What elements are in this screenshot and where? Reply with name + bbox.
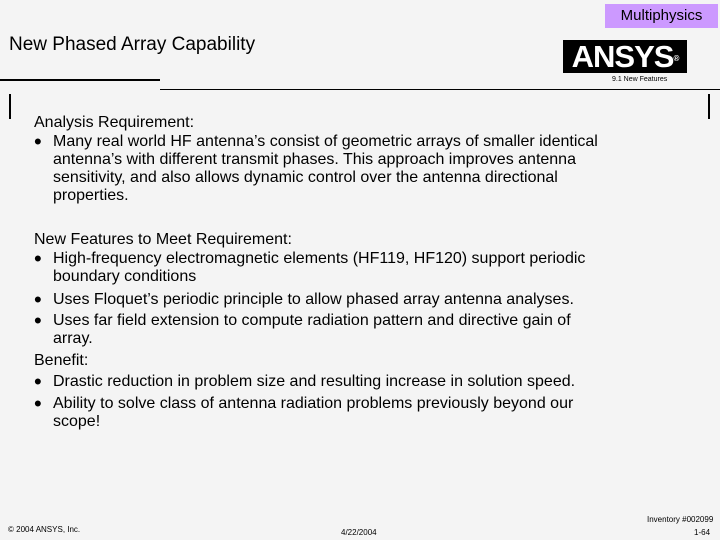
bullet-line: array. bbox=[53, 330, 93, 347]
bullet-line: scope! bbox=[53, 413, 101, 430]
bullet-line: High-frequency electromagnetic elements (HF119, HF120) support periodic bbox=[53, 250, 586, 267]
bullet-icon: • bbox=[34, 287, 42, 312]
inventory-number: Inventory #002099 bbox=[647, 515, 714, 524]
new-features-heading: New Features to Meet Requirement: bbox=[34, 231, 292, 248]
bullet-line: properties. bbox=[53, 187, 129, 204]
benefit-heading: Benefit: bbox=[34, 352, 89, 369]
bullet-line: sensitivity, and also allows dynamic control over the antenna directional bbox=[53, 169, 558, 186]
bullet-icon: • bbox=[34, 308, 42, 333]
bullet-line: Uses Floquet’s periodic principle to allow phased array antenna analyses. bbox=[53, 291, 574, 308]
bullet-line: Many real world HF antenna’s consist of geometric arrays of smaller identical bbox=[53, 133, 598, 150]
multiphysics-badge: Multiphysics bbox=[605, 4, 718, 28]
bullet-line: antenna’s with different transmit phases. This approach improves antenna bbox=[53, 151, 576, 168]
release-tag: 9.1 New Features bbox=[612, 76, 668, 83]
analysis-requirement-heading: Analysis Requirement: bbox=[34, 114, 195, 131]
slide-body bbox=[34, 0, 714, 540]
footer-date: 4/22/2004 bbox=[341, 528, 377, 537]
bullet-icon: • bbox=[34, 391, 42, 416]
page-number: 1-64 bbox=[694, 528, 711, 537]
bullet-line: Ability to solve class of antenna radiation problems previously beyond our bbox=[53, 395, 574, 412]
bullet-icon: • bbox=[34, 129, 42, 154]
logo-text: ANSYS bbox=[571, 39, 674, 74]
copyright-text: © 2004 ANSYS, Inc. bbox=[8, 525, 81, 534]
registered-mark: ® bbox=[673, 54, 679, 63]
bullet-line: Uses far field extension to compute radiation pattern and directive gain of bbox=[53, 312, 571, 329]
bullet-icon: • bbox=[34, 246, 42, 271]
slide-title: New Phased Array Capability bbox=[9, 34, 256, 55]
bullet-line: Drastic reduction in problem size and resulting increase in solution speed. bbox=[53, 373, 576, 390]
bullet-line: boundary conditions bbox=[53, 268, 197, 285]
left-frame-bar bbox=[9, 94, 11, 119]
bullet-icon: • bbox=[34, 369, 42, 394]
